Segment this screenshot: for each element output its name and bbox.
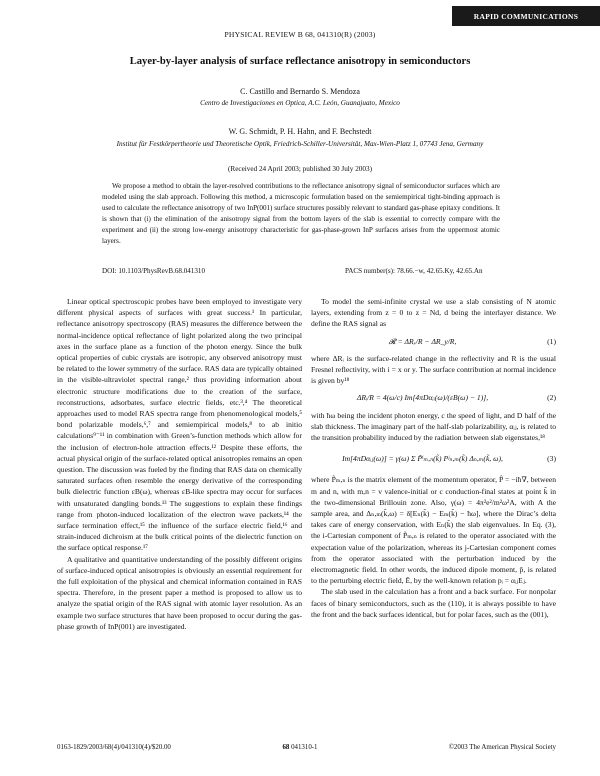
footer-volume: 68 bbox=[282, 744, 290, 751]
journal-header: PHYSICAL REVIEW B 68, 041310(R) (2003) bbox=[224, 30, 376, 39]
model-paragraph: To model the semi-infinite crystal we use a slab consisting of N atomic layers, extending from z = 0 to z = Nd, d being the interlayer distance. We define the RAS signal as bbox=[311, 297, 556, 329]
equation-2-body: ΔRᵢ/R = 4(ω/c) Im[4πDαᵢᵢ(ω)/(εB(ω) − 1)], bbox=[356, 393, 489, 403]
matrix-element-paragraph: where P̃ₘ,ₙ is the matrix element of the momentum operator, P̂ = −iħ∇, between m and n, with m,n = v valence-initial or c conduction-final states at point k̃ in the two-dimensional Brillouin zone. Also, γ(ω) = 4π²e²/m²ω²A, with A the sample area, and Δₙ,ₘ(k̃,ω) = δ[Eₙ(k̃) − Eₘ(k̃) − ħω], where the Dirac’s delta takes care of energy conservation, with Eₙ(k̃) the slab eigenvalues. In Eq. (3), the i-Cartesian component of P̃ₘ,ₙ is related to the operator associated with the expectation value of the polarization, whereas its j-Cartesian component comes from the operator associated with the perturbation induced by the electromagnetic field. In other words, the induced dipole moment, p̂, is related to the perturbing electric field, Ẽ, by the well-known relation pᵢ = αᵢⱼEⱼ. bbox=[311, 475, 556, 586]
doi-link[interactable]: DOI: 10.1103/PhysRevB.68.041310 bbox=[102, 267, 205, 275]
affiliation-2: Institut für Festkörpertheorie und Theoretische Optik, Friedrich-Schiller-Universität, Max-Wien-Platz 1, 07743 Jena, Germany bbox=[116, 140, 484, 148]
rapid-communications-badge: RAPID COMMUNICATIONS bbox=[452, 6, 600, 26]
abstract: We propose a method to obtain the layer-resolved contributions to the reflectance anisotropy signal of semiconductor surfaces which are modeled using the slab approach. Following this method, a microscopic formulation based on the semiempirical tight-binding approach is used to calculate the reflectance anisotropy of two InP(001) surface structures possibly relevant to standard gas-phase epitaxy conditions. It is shown that (i) the elimination of the anisotropy signal from the bottom layers of the slab is essential to correctly compare with the experiment and (ii) the strong low-energy anisotropy characteristic for gas-phase-grown InP surfaces arises from the uppermost atomic layers. bbox=[102, 182, 500, 245]
left-column bbox=[57, 296, 302, 632]
equation-1-number: (1) bbox=[547, 336, 556, 346]
slab-paragraph: The slab used in the calculation has a front and a back surface. For nonpolar faces of binary semiconductors, such as the (110), it is always possible to have the front and the back surfaces identical, but for polar faces, such as the (001), bbox=[311, 587, 556, 619]
polarizability-paragraph: with ħω being the incident photon energy, c the speed of light, and D half of the slab thickness. The imaginary part of the half-slab polarizability, αᵢⱼ, is related to the transition probability induced by the radiation between slab eigenstates,¹⁸ bbox=[311, 410, 556, 443]
equation-2 bbox=[311, 392, 556, 403]
pacs-numbers: PACS number(s): 78.66.−w, 42.65.Ky, 42.65.An bbox=[345, 267, 483, 275]
authors-group-1: C. Castillo and Bernardo S. Mendoza bbox=[240, 87, 360, 96]
authors-group-2: W. G. Schmidt, P. H. Hahn, and F. Bechstedt bbox=[228, 127, 372, 136]
intro-paragraph-2: A qualitative and quantitative understanding of the possibly different origins of surface-induced optical anisotropies is obviously an essential requirement for the full exploitation of the physical and chemical information contained in RAS spectra. Therefore, in the present paper a method is proposed to allow us to analyze the spatial origin of the RAS signal with atomic layer resolution. As an example two surface structures that have been proposed to occur during the gas-phase growth of InP(001) are investigated. bbox=[57, 554, 302, 631]
footer-copyright: ©2003 The American Physical Society bbox=[448, 744, 556, 751]
received-dates: (Received 24 April 2003; published 30 July 2003) bbox=[228, 165, 372, 173]
equation-3-body: Im[4πDαᵢⱼ(ω)] = γ(ω) Σ P̃ⁱₘ,ₙ(k̃) Pʲₙ,ₘ(k̃) Δₙ,ₘ(k̃, ω), bbox=[342, 454, 503, 464]
reflectivity-paragraph: where ΔRᵢ is the surface-related change in the reflectivity and R is the usual Fresnel reflectivity, with i = x or y. The surface contribution at normal incidence is given by¹⁸ bbox=[311, 353, 556, 386]
equation-2-number: (2) bbox=[547, 393, 556, 403]
footer-issn: 0163-1829/2003/68(4)/041310(4)/$20.00 bbox=[57, 744, 171, 751]
equation-1-body: 𝓡 = ΔRₓ/R − ΔR_y/R, bbox=[388, 336, 457, 346]
equation-3 bbox=[311, 453, 556, 464]
paper-title: Layer-by-layer analysis of surface reflectance anisotropy in semiconductors bbox=[129, 56, 471, 67]
affiliation-1: Centro de Investigaciones en Optica, A.C. León, Guanajuato, Mexico bbox=[200, 99, 400, 107]
equation-1 bbox=[311, 336, 556, 347]
intro-paragraph-1: Linear optical spectroscopic probes have been employed to investigate very different physical aspects of surfaces with great success.¹ In particular, reflectance anisotropy spectroscopy (RAS) measures the difference between the normal-incidence optical reflectance of light polarized along the two principal axes in the surface plane as a function of the photon energy. Since the bulk optical properties of cubic crystals are isotropic, any observed anisotropy must be related to the lower symmetry of the surface. RAS data are typically obtained in the visible-ultraviolet spectral range,² thus providing information about electronic structure modifications due to the creation of the surface, reconstructions, adsorbates, surface electric fields, etc.³,⁴ The theoretical approaches used to model RAS spectra range from phenomenological models,⁵ bond polarizable models,⁶,⁷ and semiempirical models,⁸ to ab initio calculations⁹⁻¹¹ in combination with Green’s-function methods which allow for the inclusion of electron-hole attraction effects.¹² Despite these efforts, the actual physical origin of the surface-related optical anisotropies remains an open question. The discussion was fueled by the finding that RAS data on chemically saturated surfaces often resemble the energy derivative of the corresponding bulk dielectric function εB(ω), whereas εB-like spectra may occur for surfaces with unsaturated dangling bonds.¹³ The suggestions to explain these findings range from photon-induced localization of the electron wave packets,¹⁴ the surface termination effect,¹⁵ the influence of the surface electric field,¹⁶ and strain-induced dichroism at the bulk critical points of the dielectric function on the surface optical response.¹⁷ bbox=[57, 297, 302, 553]
equation-3-number: (3) bbox=[547, 454, 556, 464]
footer-page-number: 041310-1 bbox=[291, 744, 318, 751]
right-column bbox=[311, 296, 556, 620]
